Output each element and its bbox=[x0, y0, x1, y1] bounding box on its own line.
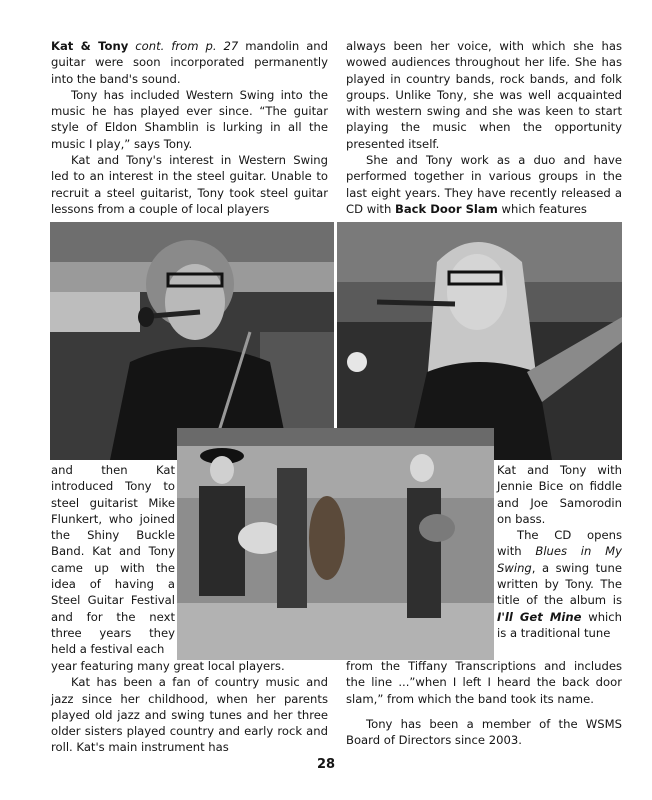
paragraph bbox=[497, 527, 622, 641]
band-name: Back Door Slam bbox=[395, 201, 498, 216]
paragraph-tail: year featuring many great local players. bbox=[51, 659, 285, 673]
paragraph: from the Tiffany Transcriptions and includes the line ...”when I left I heard the back door slam,” from which the band took its name. bbox=[346, 659, 622, 706]
paragraph bbox=[346, 152, 622, 217]
paragraph-text: , a swing tune written by Tony. The title of the album is bbox=[497, 560, 622, 608]
text-column-left-top bbox=[51, 38, 328, 217]
paragraph-text: She and Tony work as a duo and have performed together in various groups in the last eight years. They have recently released a CD with bbox=[346, 153, 622, 216]
paragraph: Kat and Tony's interest in Western Swing led to an interest in the steel guitar. Unable to recruit a steel guitarist, Tony took steel guitar lessons from a couple of local players bbox=[51, 153, 328, 216]
page-number: 28 bbox=[316, 757, 336, 772]
paragraph bbox=[51, 38, 328, 87]
paragraph: Tony has been a member of the WSMS Board of Directors since 2003. bbox=[346, 716, 622, 748]
article-continuation-title: Kat & Tony bbox=[51, 39, 129, 53]
paragraph-text: The CD opens with bbox=[497, 528, 622, 559]
song-title: Blues in My Swing bbox=[497, 544, 622, 575]
text-wrap-right bbox=[497, 462, 622, 641]
paragraph: always been her voice, with which she has wowed audiences throughout her life. She has played in country bands, rock bands, and folk groups. Unlike Tony, she was well acquainted with western swing and she was keen to start playing the music when the opportunity presented itself. bbox=[346, 39, 622, 151]
text-column-right-bottom bbox=[346, 658, 622, 748]
photo-tony-singing bbox=[50, 222, 334, 460]
paragraph-text: which features bbox=[497, 201, 587, 216]
paragraph: Kat has been a fan of country music and jazz since her childhood, when her parents played old jazz and swing tunes and her three older sisters played country and early rock and roll. Kat's main instrument has bbox=[51, 675, 328, 755]
paragraph-text: mandolin and guitar were soon incorporated permanently into the band's sound. bbox=[51, 39, 329, 86]
paragraph: Tony has included Western Swing into the music he has played ever since. “The guitar style of Eldon Shamblin is lurking in all the music I play,” says Tony. bbox=[51, 87, 328, 151]
paragraph-continued: and then Kat introduced Tony to steel guitarist Mike Flunkert, who joined the Shiny Buckle Band. Kat and Tony came up with the idea of having a Steel Guitar Festival and for the next three years they held a festival each bbox=[51, 463, 175, 657]
continuation-note: cont. from p. 27 bbox=[135, 39, 239, 53]
text-column-right-top bbox=[346, 38, 622, 217]
photo-band-performing bbox=[177, 428, 494, 660]
photo-kat-singing bbox=[337, 222, 622, 460]
text-wrap-left bbox=[51, 462, 175, 658]
paragraph-text: which is a traditional tune bbox=[497, 609, 622, 640]
photo-caption: Kat and Tony with Jennie Bice on fiddle and Joe Samorodin on bass. bbox=[497, 463, 622, 526]
album-title: I'll Get Mine bbox=[497, 609, 582, 624]
text-column-left-bottom bbox=[51, 658, 328, 756]
